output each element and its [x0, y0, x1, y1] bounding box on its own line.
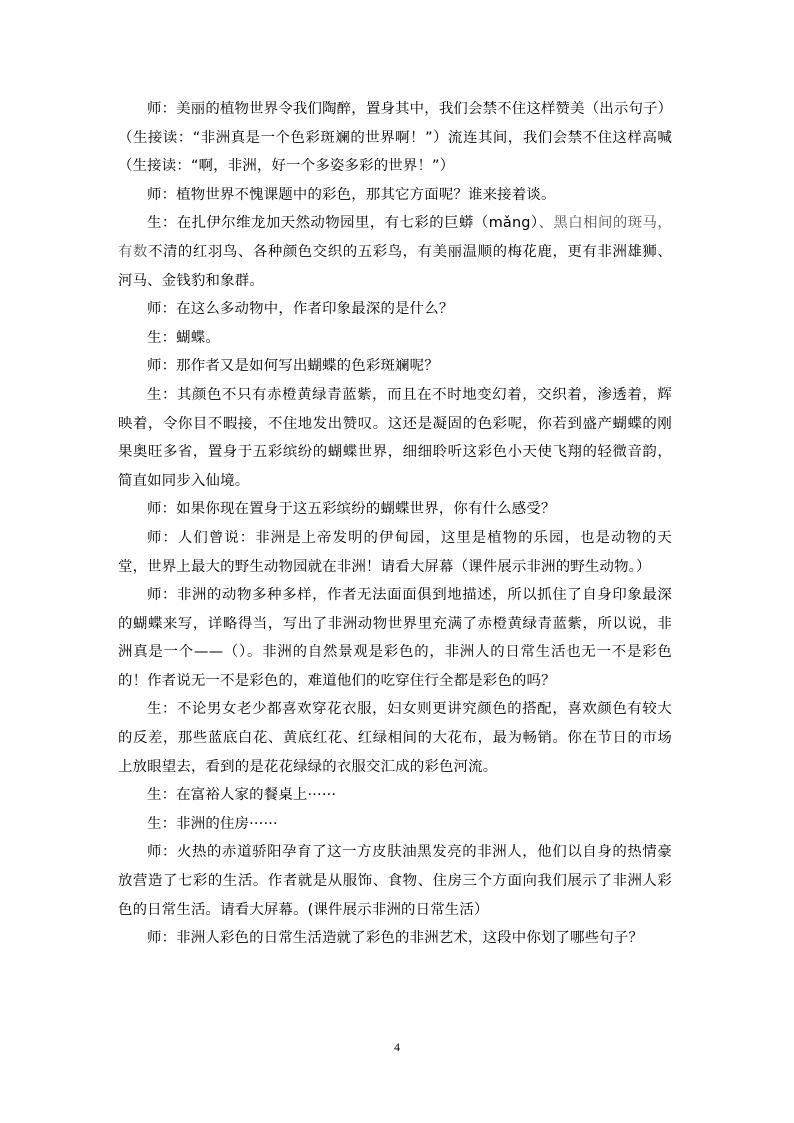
paragraph-text: 、黑白相间的斑马，有数	[118, 215, 672, 260]
paragraph-text: 师：美丽的植物世界令我们陶醉，置身其中，我们会禁不住这样赞美（出示句子）	[147, 101, 673, 117]
paragraph	[118, 295, 672, 324]
paragraph-text: 师：非洲人彩色的日常生活造就了彩色的非洲艺术，这段中你划了哪些句子？	[147, 930, 644, 947]
paragraph-text: 生：其颜色不只有赤橙黄绿青蓝紫，而且在不时地变幻着，交织着，渗透着，辉映着，令你目不暇接，不住地发出赞叹。这还是凝固的色彩呢，你若到盛产蝴蝶的刚果奥旺多省，置身于五彩缤纷的蝴蝶世界，细细聆听这彩色小天使飞翔的轻微音韵，简直如同步入仙境。	[118, 386, 672, 489]
paragraph-text: 师：在这么多动物中，作者印象最深的是什么？	[147, 301, 454, 318]
paragraph	[118, 181, 672, 210]
paragraph-text: 不清的红羽鸟、各种颜色交织的五彩鸟，有美丽温顺的梅花鹿，更有非洲雄狮、河马、金钱豹和象群。	[118, 243, 672, 289]
paragraph	[118, 324, 672, 353]
paragraph	[118, 810, 672, 839]
paragraph-text: 师：那作者又是如何写出蝴蝶的色彩斑斓呢？	[147, 358, 439, 375]
paragraph-text: 师：人们曾说：非洲是上帝发明的伊甸园，这里是植物的乐园，也是动物的天堂，世界上最大的野生动物园就在非洲！请看大屏幕（课件展示非洲的野生动物。）	[118, 529, 672, 575]
paragraph	[118, 838, 672, 924]
paragraph	[118, 781, 672, 810]
paragraph-text: 师：火热的赤道骄阳孕育了这一方皮肤油黑发亮的非洲人，他们以自身的热情豪放营造了七彩的生活。作者就是从服饰、食物、住房三个方面向我们展示了非洲人彩色的日常生活。请看大屏幕。(课件展示非洲的日常生活）	[118, 844, 672, 918]
paragraph	[118, 95, 672, 124]
paragraph-text: （生接读：“非洲真是一个色彩斑斓的世界啊！”）流连其间，我们会禁不住这样高喊（生接读：“啊，非洲，好一个多姿多彩的世界！”）	[118, 129, 672, 175]
paragraph-text: 师：非洲的动物多种多样，作者无法面面俱到地描述，所以抓住了自身印象最深的蝴蝶来写，详略得当，写出了非洲动物世界里充满了赤橙黄绿青蓝紫，所以说，非洲真是一个——（）。非洲的自然景观是彩色的，非洲人的日常生活也无一不是彩色的！作者说无一不是彩色的，难道他们的吃穿住行全都是彩色的吗？	[118, 587, 672, 689]
paragraph	[118, 924, 672, 953]
paragraph-text: 师：植物世界不愧课题中的彩色，那其它方面呢？谁来接着谈。	[147, 186, 556, 203]
paragraph	[118, 581, 672, 695]
paragraph	[118, 524, 672, 581]
paragraph-text: 师：如果你现在置身于这五彩缤纷的蝴蝶世界，你有什么感受？	[147, 501, 556, 518]
paragraph-text: 生：非洲的住房······	[147, 815, 278, 832]
paragraph	[118, 695, 672, 781]
paragraph	[118, 124, 672, 181]
paragraph	[118, 381, 672, 495]
paragraph-text: 生：在富裕人家的餐桌上······	[147, 787, 337, 804]
paragraph	[118, 495, 672, 524]
paragraph-text: 生：在扎伊尔维龙加天然动物园里，有七彩的巨蟒（mǎng）	[147, 215, 539, 232]
document-body	[118, 95, 672, 953]
paragraph-text: 生：不论男女老少都喜欢穿花衣服，妇女则更讲究颜色的搭配，喜欢颜色有较大的反差，那些蓝底白花、黄底红花、红绿相间的大花布，最为畅销。你在节日的市场上放眼望去，看到的是花花绿绿的衣服交汇成的彩色河流。	[118, 701, 672, 775]
paragraph-text: 生：蝴蝶。	[147, 329, 220, 346]
page-number: 4	[394, 1040, 400, 1054]
paragraph	[118, 209, 672, 295]
paragraph	[118, 352, 672, 381]
